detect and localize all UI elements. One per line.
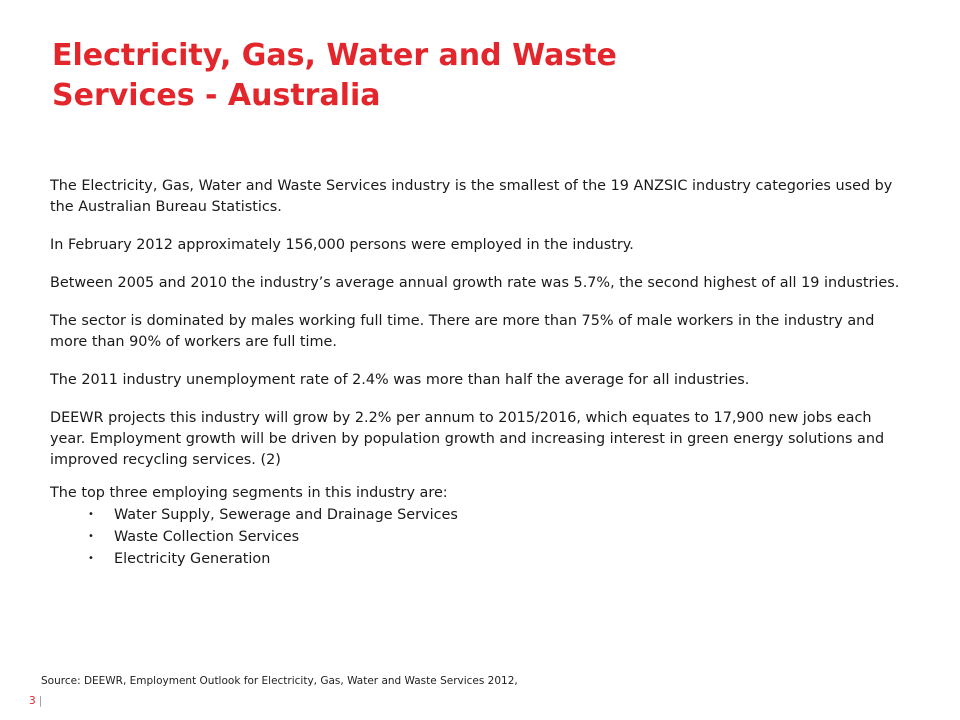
paragraph-workforce: The sector is dominated by males working full time. There are more than 75% of male workers in the industry and more than 90% of workers are full time. xyxy=(50,313,875,350)
paragraph-employment: In February 2012 approximately 156,000 persons were employed in the industry. xyxy=(50,237,634,253)
slide-title xyxy=(52,36,772,116)
slide-title-line-1: Electricity, Gas, Water and Waste xyxy=(52,38,617,73)
bullet-icon: • xyxy=(88,531,94,542)
slide-body xyxy=(50,176,910,570)
paragraph-growth-rate: Between 2005 and 2010 the industry’s average annual growth rate was 5.7%, the second highest of all 19 industries. xyxy=(50,275,900,291)
bullet-icon: • xyxy=(88,509,94,520)
segment-label: Water Supply, Sewerage and Drainage Services xyxy=(114,507,458,523)
source-note: Source: DEEWR, Employment Outlook for Electricity, Gas, Water and Waste Services 2012, xyxy=(41,675,518,687)
paragraph-smallest-industry: The Electricity, Gas, Water and Waste Services industry is the smallest of the 19 ANZSIC industry categories used by the Australian Bureau Statistics. xyxy=(50,178,893,215)
list-item xyxy=(88,526,910,548)
segment-label: Electricity Generation xyxy=(114,551,271,567)
segment-label: Waste Collection Services xyxy=(114,529,300,545)
slide-title-line-2: Services - Australia xyxy=(52,78,381,113)
paragraph-top-segments: The top three employing segments in this industry are: xyxy=(50,485,448,501)
bullet-icon: • xyxy=(88,553,94,564)
list-item xyxy=(88,548,910,570)
paragraph-projections: DEEWR projects this industry will grow by 2.2% per annum to 2015/2016, which equates to 17,900 new jobs each year. Employment growth will be driven by population growth and increasing interest in green energy solutions and improved recycling services. (2) xyxy=(50,410,885,468)
paragraph-unemployment: The 2011 industry unemployment rate of 2.4% was more than half the average for all industries. xyxy=(50,372,750,388)
page-number xyxy=(29,694,42,708)
page-number-value: 3 xyxy=(29,695,36,707)
page-separator: | xyxy=(38,695,43,707)
list-item xyxy=(88,504,910,526)
segments-list xyxy=(50,504,910,570)
